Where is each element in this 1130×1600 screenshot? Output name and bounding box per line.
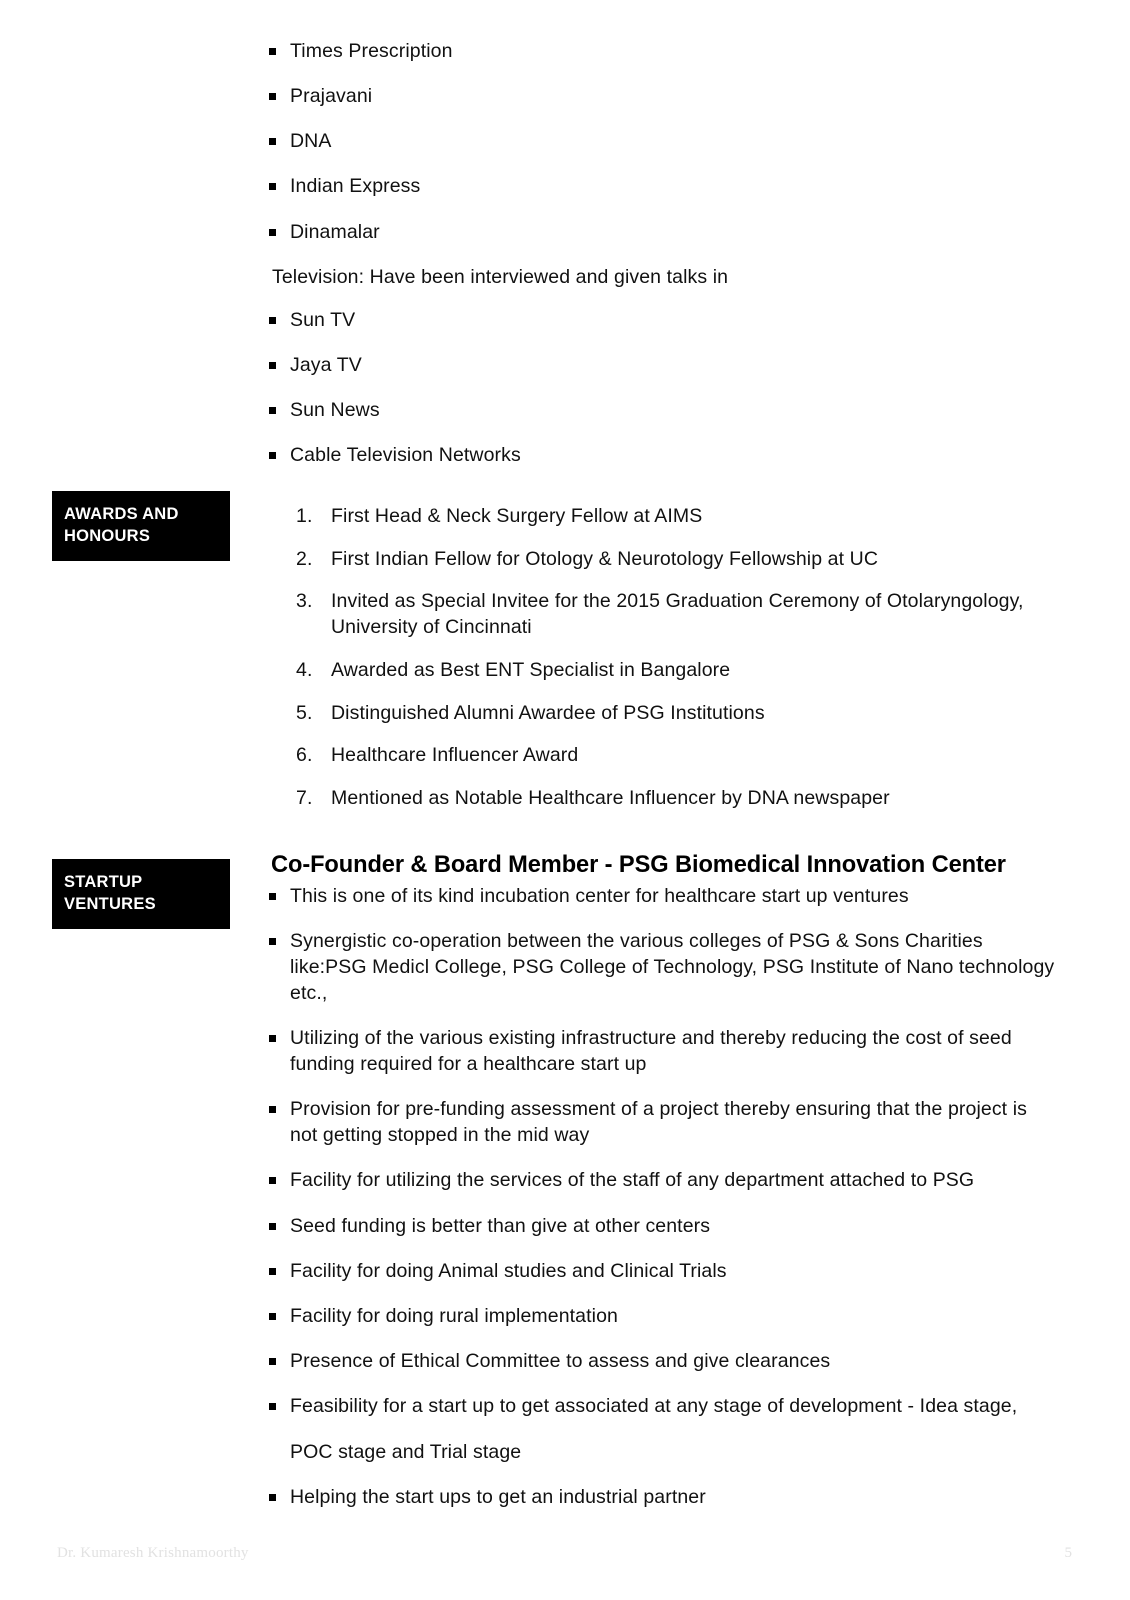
television-lead-text: Television: Have been interviewed and given talks in bbox=[272, 265, 729, 288]
list-item: DNA bbox=[259, 128, 979, 154]
startup-venture-heading: Co-Founder & Board Member - PSG Biomedical Innovation Center bbox=[271, 851, 1006, 878]
list-item: Indian Express bbox=[259, 173, 979, 199]
awards-and-honours-block bbox=[296, 504, 1056, 829]
list-item: Sun News bbox=[259, 397, 979, 423]
list-item: Presence of Ethical Committee to assess and give clearances bbox=[259, 1348, 1059, 1374]
section-tag-line: STARTUP bbox=[64, 873, 143, 891]
footer-author-name: Dr. Kumaresh Krishnamoorthy bbox=[57, 1545, 249, 1561]
startup-feature-list bbox=[259, 883, 1059, 1510]
list-item: Seed funding is better than give at other centers bbox=[259, 1213, 1059, 1239]
list-item: This is one of its kind incubation center for healthcare start up ventures bbox=[259, 883, 1059, 909]
list-item: Awarded as Best ENT Specialist in Bangalore bbox=[331, 658, 731, 681]
list-item: Synergistic co-operation between the various colleges of PSG & Sons Charities like:PSG Medicl College, PSG College of Technology, PSG Institute of Nano technology etc., bbox=[259, 928, 1059, 1006]
list-item: Utilizing of the various existing infrastructure and thereby reducing the cost of seed funding required for a healthcare start up bbox=[259, 1025, 1059, 1077]
list-item: Distinguished Alumni Awardee of PSG Institutions bbox=[331, 701, 765, 724]
list-item: Facility for doing rural implementation bbox=[259, 1303, 1059, 1329]
section-tag-startup-ventures bbox=[52, 859, 230, 929]
startup-ventures-block bbox=[259, 852, 1059, 1529]
list-item: Mentioned as Notable Healthcare Influencer by DNA newspaper bbox=[331, 787, 890, 810]
list-item: Invited as Special Invitee for the 2015 Graduation Ceremony of Otolaryngology, University of Cincinnati bbox=[331, 590, 1024, 639]
list-item: Facility for utilizing the services of the staff of any department attached to PSG bbox=[259, 1167, 1059, 1193]
list-item: Facility for doing Animal studies and Clinical Trials bbox=[259, 1258, 1059, 1284]
list-item bbox=[259, 1393, 1059, 1465]
list-item: Sun TV bbox=[259, 307, 979, 333]
list-item-continuation: POC stage and Trial stage bbox=[290, 1441, 522, 1464]
list-item-text: Feasibility for a start up to get associated at any stage of development - Idea stage, bbox=[290, 1395, 1018, 1418]
list-item: Helping the start ups to get an industrial partner bbox=[259, 1484, 1059, 1510]
page-footer bbox=[0, 1545, 1130, 1585]
list-item: Prajavani bbox=[259, 83, 979, 109]
footer-page-number: 5 bbox=[1064, 1545, 1072, 1561]
media-coverage-block bbox=[259, 38, 979, 487]
list-item: Cable Television Networks bbox=[259, 442, 979, 468]
television-outlet-list bbox=[259, 307, 979, 469]
list-item: First Head & Neck Surgery Fellow at AIMS bbox=[331, 505, 703, 527]
list-item: Jaya TV bbox=[259, 352, 979, 378]
list-item: Times Prescription bbox=[259, 38, 979, 64]
list-item: First Indian Fellow for Otology & Neurotology Fellowship at UC bbox=[331, 547, 879, 570]
awards-list bbox=[296, 504, 1056, 812]
section-tag-line: AWARDS AND bbox=[64, 505, 179, 523]
section-tag-awards-and-honours bbox=[52, 491, 230, 561]
list-item: Healthcare Influencer Award bbox=[331, 744, 579, 767]
section-tag-line: HONOURS bbox=[64, 527, 151, 546]
list-item: Provision for pre-funding assessment of a project thereby ensuring that the project is not getting stopped in the mid way bbox=[259, 1096, 1059, 1148]
list-item: Dinamalar bbox=[259, 219, 979, 245]
section-tag-line: VENTURES bbox=[64, 895, 156, 914]
print-outlet-list bbox=[259, 38, 979, 245]
